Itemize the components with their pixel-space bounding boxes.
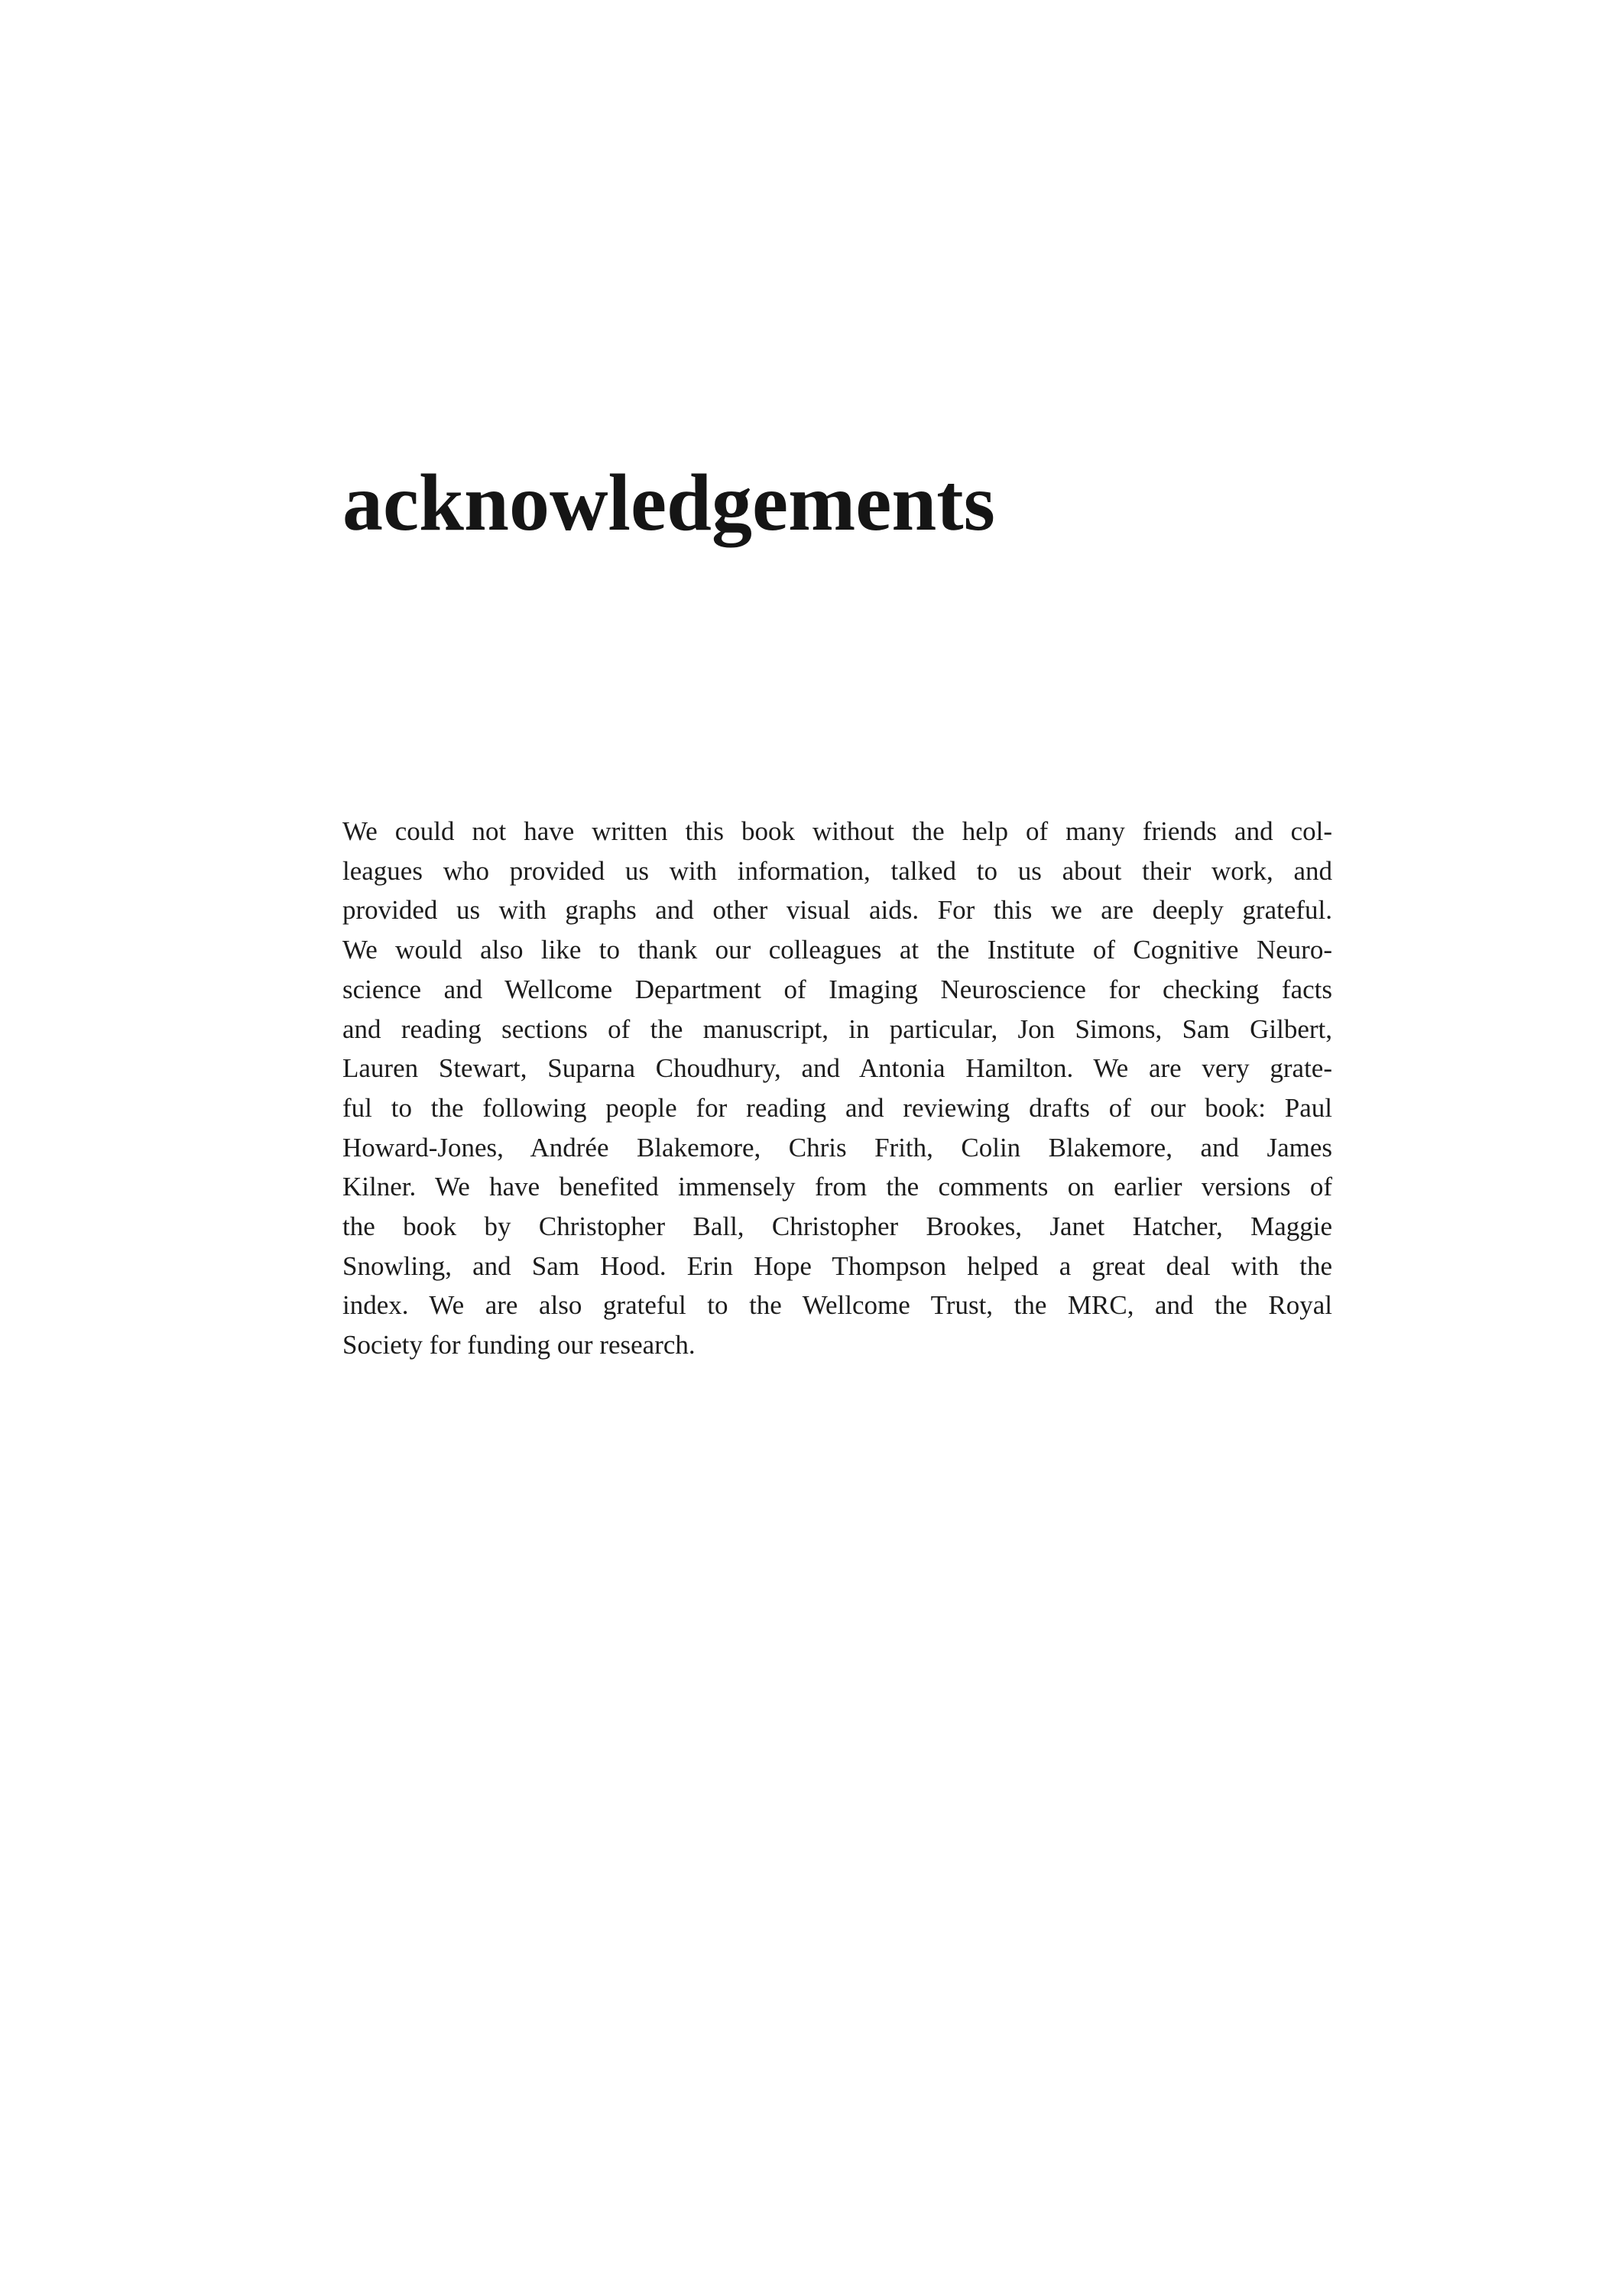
text-line: the book by Christopher Ball, Christopher Brookes, Janet Hatcher, Maggie [342, 1211, 1332, 1242]
text-line: Kilner. We have benefited immensely from the comments on earlier versions of [342, 1172, 1332, 1202]
text-line: Society for funding our research. [342, 1330, 696, 1360]
text-line: leagues who provided us with information, talked to us about their work, and [342, 855, 1332, 886]
text-line: provided us with graphs and other visual aids. For this we are deeply grateful. [342, 895, 1332, 926]
text-line: Snowling, and Sam Hood. Erin Hope Thompson helped a great deal with the [342, 1250, 1332, 1281]
text-line: Howard-Jones, Andrée Blakemore, Chris Frith, Colin Blakemore, and James [342, 1132, 1332, 1163]
text-line: and reading sections of the manuscript, in particular, Jon Simons, Sam Gilbert, [342, 1013, 1332, 1044]
page-title: acknowledgements [342, 458, 995, 547]
text-line: Lauren Stewart, Suparna Choudhury, and Antonia Hamilton. We are very grate- [342, 1053, 1332, 1084]
text-line: We could not have written this book without the help of many friends and col- [342, 816, 1332, 846]
text-line: We would also like to thank our colleagues at the Institute of Cognitive Neuro- [342, 935, 1332, 965]
text-line: science and Wellcome Department of Imaging Neuroscience for checking facts [342, 974, 1332, 1004]
acknowledgements-paragraph [342, 812, 1332, 1365]
text-line: index. We are also grateful to the Wellcome Trust, the MRC, and the Royal [342, 1290, 1332, 1321]
text-line: ful to the following people for reading and reviewing drafts of our book: Paul [342, 1092, 1332, 1123]
